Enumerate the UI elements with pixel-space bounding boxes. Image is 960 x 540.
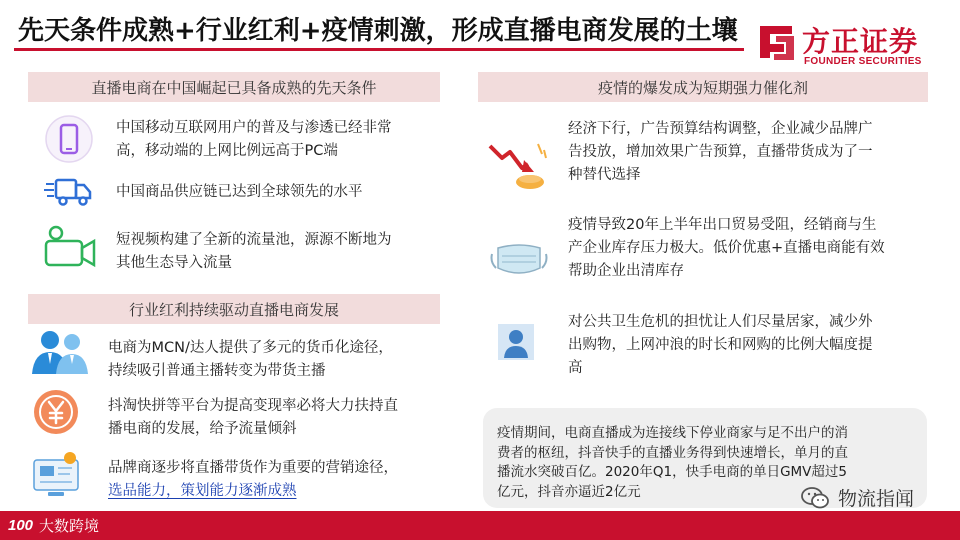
epidemic-item-3-text: 对公共卫生危机的担忧让人们尽量居家，减少外 出购物，上网冲浪的时长和网购的比例大幅度提 高 (568, 314, 873, 376)
industry-item-1-text: 电商为MCN/达人提供了多元的货币化途径， 持续吸引普通主播转变为带货主播 (108, 340, 393, 379)
logo-name-cn: 方正证券 (802, 25, 919, 58)
founder-logo-mark-icon (754, 22, 796, 62)
page-title: 先天条件成熟+行业红利+疫情刺激，形成直播电商发展的土壤 (18, 16, 738, 46)
footer-brand-mark: 100 (8, 516, 34, 534)
wechat-account-name: 物流指闻 (838, 488, 915, 510)
section-header-industry: 行业红利持续驱动直播电商发展 (28, 294, 440, 324)
epidemic-item-2-text: 疫情导致20年上半年出口贸易受阻，经销商与生 产企业库存压力极大。低价优惠+直播电商能有效 帮助企业出清库存 (568, 217, 885, 279)
innate-item-1-text: 中国移动互联网用户的普及与渗透已经非常 高，移动端的上网比例远高于PC端 (116, 120, 392, 159)
epidemic-item-1-text: 经济下行，广告预算结构调整，企业减少品牌广 告投放，增加效果广告预算，直播带货成为了一 种替代选择 (568, 121, 873, 183)
yuan-coin-icon (32, 388, 80, 436)
innate-item-3-text: 短视频构建了全新的流量池，源源不断地为 其他生态导入流量 (116, 232, 392, 271)
industry-item-3-underlined-line: 选品能力，策划能力逐渐成熟 (108, 483, 297, 499)
stay-home-icon (496, 322, 536, 362)
industry-item-3-text: 品牌商逐步将直播带货作为重要的营销途径， 选品能力，策划能力逐渐成熟 (108, 457, 398, 503)
title-underline (14, 48, 744, 51)
footer-brand (8, 514, 99, 536)
smartphone-icon (44, 114, 94, 164)
wechat-icon (800, 485, 830, 511)
brand-marketing-icon (30, 448, 82, 500)
face-mask-icon (488, 240, 550, 280)
declining-chart-icon (486, 138, 548, 194)
section-header-innate: 直播电商在中国崛起已具备成熟的先天条件 (28, 72, 440, 102)
delivery-truck-icon (44, 175, 94, 207)
section-header-epidemic: 疫情的爆发成为短期强力催化剂 (478, 72, 928, 102)
industry-item-2-text: 抖淘快拼等平台为提高变现率必将大力扶持直 播电商的发展，给予流量倾斜 (108, 398, 398, 437)
video-camera-icon (42, 224, 98, 270)
innate-item-2-text: 中国商品供应链已达到全球领先的水平 (116, 184, 363, 200)
people-icon (28, 328, 92, 376)
epidemic-summary-note: 疫情期间，电商直播成为连接线下停业商家与足不出户的消 费者的枢纽，抖音快手的直播业务得到快速增长，单月的直 播流水突破百亿。2020年Q1，快手电商的单日GMV超过5 亿元，抖音亦逼近2亿元 (483, 408, 927, 508)
footer-brand-name: 大数跨境 (39, 516, 100, 535)
footer-bar (0, 511, 960, 540)
wechat-account-watermark (800, 484, 914, 511)
logo-name-en: FOUNDER SECURITIES (804, 56, 922, 67)
founder-securities-logo (752, 16, 948, 72)
